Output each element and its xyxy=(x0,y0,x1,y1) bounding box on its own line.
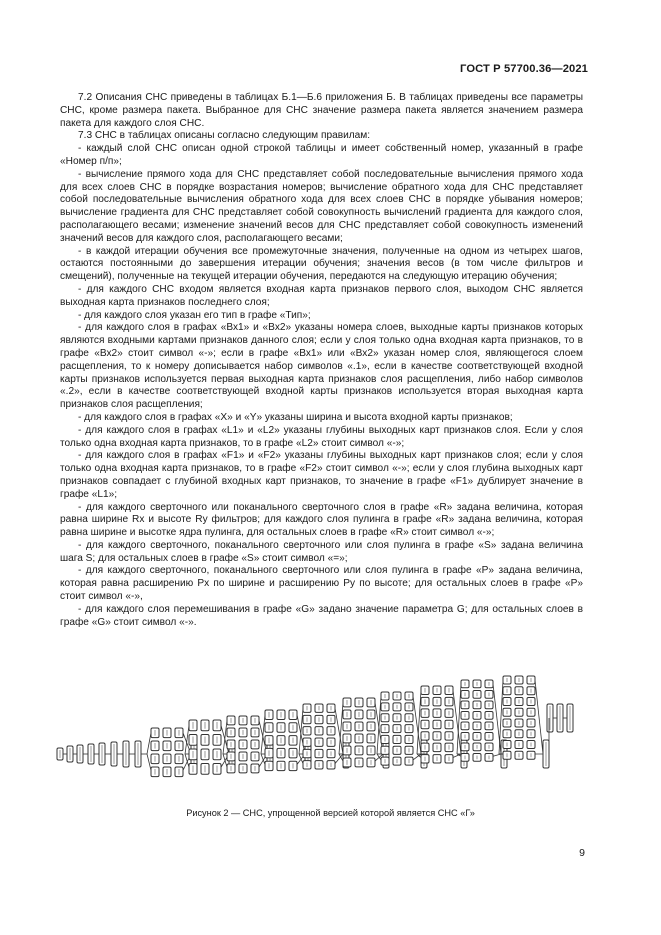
connection-line xyxy=(457,684,461,754)
connection-line xyxy=(299,754,303,764)
rule-item: - для каждого слоя перемешивания в графе «G» задано значение параметра G; для остальных слоев в графе «G» стоит символ «-». xyxy=(60,603,583,628)
rule-item: - для каждого слоя в графах «Вх1» и «Вх2» указаны номера слоев, выходные карты признаков которых являются входными картами признаков данного слоя; если у слоя только одна входная карта признаков, то в графе «Вх2» стоит символ «-»; если в графе «Вх1» или «Вх2» указан номер слоя, являющегося слоем расщепления, то к номеру дописывается набор символов «.1», если в качестве соответствующей входной карты признаков используется первая выходная карта признаков слоя расщепления, либо набор символов «.2», если в качестве соответствующей входной карты признаков используется вторая выходная карта признаков слоя расщепления; xyxy=(60,322,583,411)
rule-item: - для каждого слоя в графах «X» и «Y» указаны ширина и высота входной карты признаков; xyxy=(78,411,513,423)
rule-item: - для каждого слоя в графах «L1» и «L2» указаны глубины выходных карт признаков слоя. Если у слоя только одна входная карта признаков, то в графе «L2» стоит символ «-»; xyxy=(60,424,583,449)
rule-item: - для каждого слоя в графах «F1» и «F2» указаны глубины выходных карт признаков слоя; если у слоя только одна входная карта признаков, то в графе «F2» стоит символ «-»; если у слоя глубина выходных карт признаков совпадает с глубиной входных карт признаков, то значение в графе «F1» дублирует значение в графе «L1»; xyxy=(60,450,583,500)
connection-line xyxy=(417,690,421,754)
document-standard-number: ГОСТ Р 57700.36—2021 xyxy=(460,63,588,75)
connection-line xyxy=(299,708,303,754)
connection-line xyxy=(261,715,265,754)
connection-line xyxy=(377,696,381,754)
rule-item: - для каждого слоя указан его тип в графе «Тип»; xyxy=(78,309,311,321)
rule-item: - для каждого сверточного, поканального сверточного или слоя пулинга в графе «S» задана величина шага S; для остальных слоев в графе «S» стоит символ «=»; xyxy=(60,539,583,564)
rule-item: - для каждого сверточного, поканального сверточного или слоя пулинга в графе «P» задана величина, которая равна расширению Px по ширине и расширению Py по высоте; для остальных слоев в графе «P» стоит символ «-», xyxy=(60,565,583,603)
rule-item: - каждый слой СНС описан одной строкой таблицы и имеет собственный номер, указанный в графе «Номер п/п»; xyxy=(60,143,583,167)
paragraph-7-3: 7.3 СНС в таблицах описаны согласно следующим правилам: xyxy=(78,130,371,142)
document-body xyxy=(60,92,583,629)
rule-item: - вычисление прямого хода для СНС представляет собой последовательные вычисления прямого хода для всех слоев СНС в порядке возрастания номеров; вычисление обратного хода для СНС представляет собой последовательные вычисления обратного хода для всех слоев СНС в порядке убывания номеров; вычисление градиента для СНС представляет собой совокупность вычислений градиента для каждого слоя, располагающего весами; изменение значений весов для СНС представляет собой совокупность изменений значений весов для каждого слоя, располагающего весами; xyxy=(60,168,583,244)
paragraph-7-2: 7.2 Описания СНС приведены в таблицах Б.1—Б.6 приложения Б. В таблицах приведены все параметры СНС, кроме размера пакета. Выбранное для СНС значение размера пакета является значением размера пакета для каждого слоя СНС. xyxy=(60,92,583,129)
page-number: 9 xyxy=(579,847,585,859)
connection-line xyxy=(223,720,227,754)
connection-line xyxy=(147,733,151,754)
rule-item: - для каждого СНС входом является входная карта признаков первого слоя, выходом СНС является выходная карта признаков последнего слоя; xyxy=(60,283,583,308)
network-architecture-figure xyxy=(55,672,585,784)
connection-line xyxy=(535,680,543,754)
figure-caption: Рисунок 2 — СНС, упрощенной версией которой является СНС «Г» xyxy=(186,808,475,818)
rule-item: - в каждой итерации обучения все промежуточные значения, полученные на одном из четырех шагов, остаются постоянными до завершения итерации обучения; значения весов (в том числе фильтров и смещений), полученные на текущей итерации обучения, передаются на следующую итерацию обучения; xyxy=(60,245,583,283)
rule-item: - для каждого сверточного или поканального сверточного слоя в графе «R» задана величина, которая равна ширине Rx и высоте Ry фильтров; для каждого слоя пулинга в графе «R» задана величина, которая равна ширине и высотке ядра пулинга, для остальных слоев в графе «R» стоит символ «-»; xyxy=(60,501,583,539)
connection-line xyxy=(223,754,227,767)
connection-line xyxy=(147,754,151,770)
connection-line xyxy=(339,702,343,754)
cnn-diagram xyxy=(55,672,585,784)
